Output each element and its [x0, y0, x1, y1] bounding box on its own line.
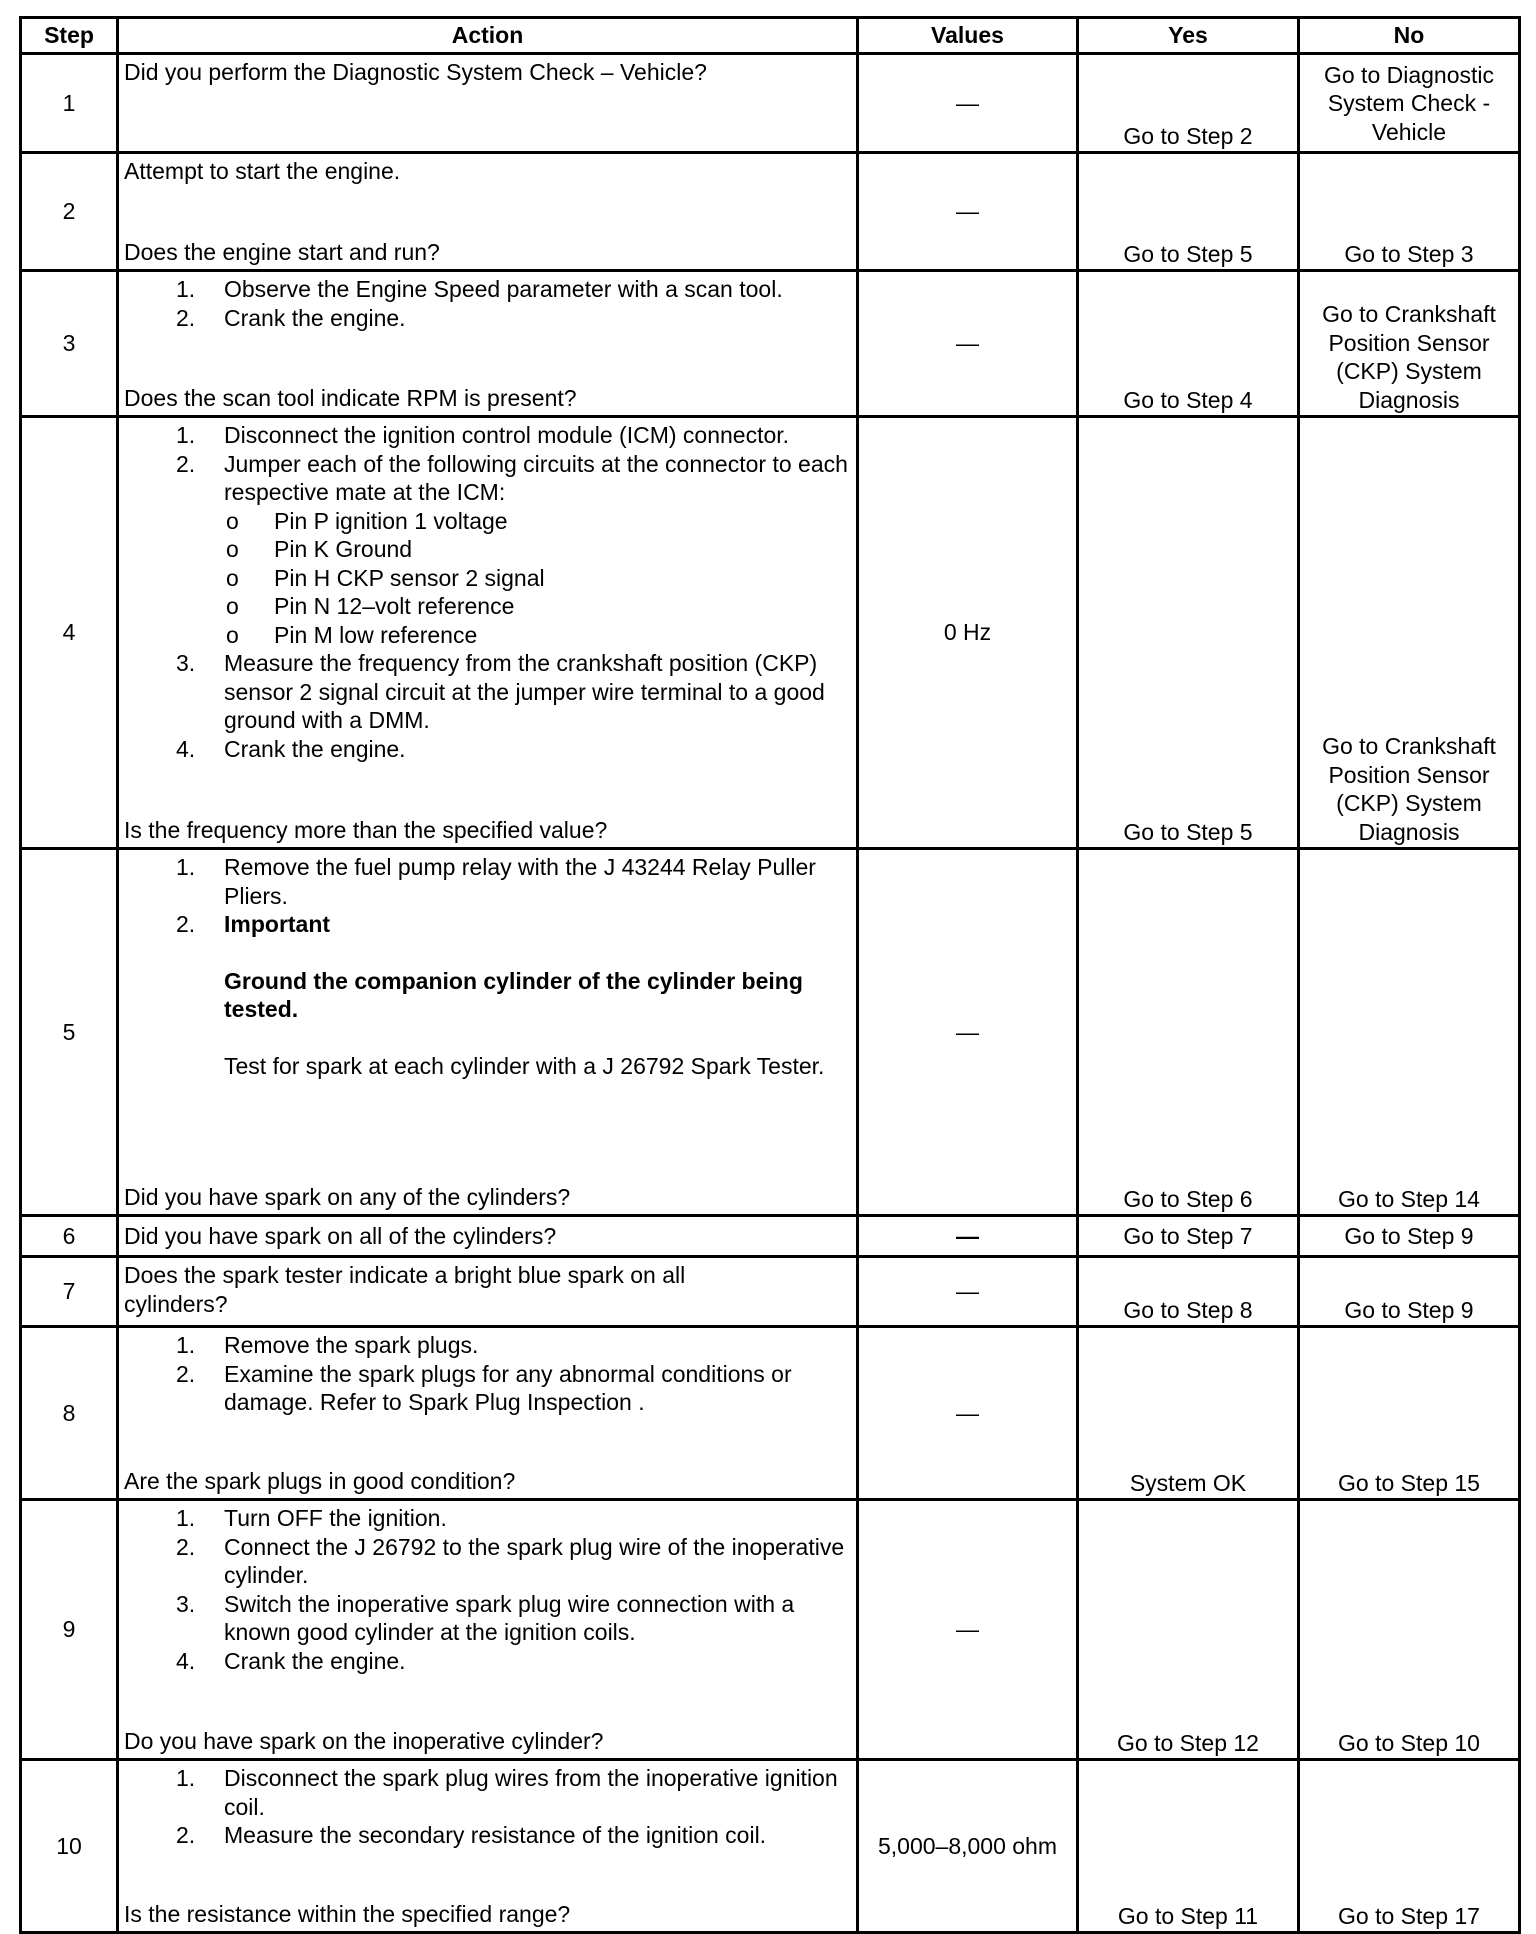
action-content [124, 853, 851, 1211]
no-cell: Go to Step 17 [1299, 1760, 1520, 1933]
step-text: Measure the secondary resistance of the ignition coil. [224, 1822, 767, 1848]
table-row [21, 1327, 1520, 1500]
step-number: 10 [21, 1760, 118, 1933]
list-item: 2. Jumper each of the following circuits at the connector to each respective mate at the ICM: o Pin P ignition 1 voltage o Pin K Ground o Pin H CKP sensor 2 signal o Pin N 12–volt reference o Pin M low reference [124, 450, 851, 650]
values-cell: — [858, 1257, 1078, 1327]
step-text: Switch the inoperative spark plug wire connection with a known good cylinder at the ignition coils. [224, 1590, 795, 1645]
values-cell: — [858, 54, 1078, 153]
action-content [124, 1504, 851, 1755]
no-cell: Go to Step 15 [1299, 1327, 1520, 1500]
action-cell [118, 849, 858, 1216]
step-text: Observe the Engine Speed parameter with a scan tool. [224, 276, 783, 302]
values-cell: — [858, 1500, 1078, 1760]
action-question: Did you have spark on any of the cylinders? [124, 1183, 571, 1210]
action-content [124, 1331, 851, 1495]
no-cell: Go to Step 9 [1299, 1216, 1520, 1257]
action-question: Is the frequency more than the specified value? [124, 816, 608, 843]
pin-item: o Pin P ignition 1 voltage [226, 507, 508, 534]
list-item: 1. Turn OFF the ignition. [176, 1505, 447, 1531]
list-item: 3. Switch the inoperative spark plug wire connection with a known good cylinder at the ignition coils. [176, 1590, 795, 1645]
step-text: Examine the spark plugs for any abnormal conditions or damage. Refer to Spark Plug Inspection . [224, 1360, 792, 1415]
step-text: Measure the frequency from the crankshaft position (CKP) sensor 2 signal circuit at the jumper wire terminal to a good ground with a DMM. [224, 650, 825, 733]
list-item: 4. Crank the engine. [176, 735, 406, 762]
step-number: 3 [21, 271, 118, 417]
list-item: 3. Measure the frequency from the crankshaft position (CKP) sensor 2 signal circuit at the jumper wire terminal to a good ground with a DMM. [176, 650, 825, 733]
values-cell: — [858, 1216, 1078, 1257]
action-content [124, 157, 851, 266]
yes-cell: Go to Step 8 [1078, 1257, 1299, 1327]
action-steps [124, 1764, 851, 1850]
action-cell [118, 1257, 858, 1327]
no-cell: Go to Crankshaft Position Sensor (CKP) System Diagnosis [1299, 417, 1520, 849]
action-cell [118, 153, 858, 271]
step-text: Remove the spark plugs. [224, 1332, 479, 1358]
no-cell: Go to Step 14 [1299, 849, 1520, 1216]
yes-cell: Go to Step 4 [1078, 271, 1299, 417]
values-cell: — [858, 271, 1078, 417]
table-row [21, 153, 1520, 271]
yes-cell: Go to Step 5 [1078, 417, 1299, 849]
yes-cell: Go to Step 7 [1078, 1216, 1299, 1257]
step-text: Remove the fuel pump relay with the J 43244 Relay Puller Pliers. [224, 854, 816, 909]
action-cell [118, 54, 858, 153]
action-steps [124, 421, 851, 763]
action-steps [124, 1331, 851, 1417]
diagnostic-table [19, 16, 1521, 1934]
important-title: Important [224, 911, 331, 937]
step-text: Test for spark at each cylinder with a J 26792 Spark Tester. [224, 1052, 825, 1079]
step-text: Connect the J 26792 to the spark plug wire of the inoperative cylinder. [224, 1533, 845, 1588]
step-text: Disconnect the ignition control module (ICM) connector. [224, 422, 790, 448]
action-question: Is the resistance within the specified range? [124, 1900, 571, 1927]
header-action: Action [118, 18, 858, 54]
action-cell [118, 417, 858, 849]
values-cell: — [858, 1327, 1078, 1500]
yes-cell: System OK [1078, 1327, 1299, 1500]
action-intro: Attempt to start the engine. [124, 158, 401, 184]
table-row [21, 271, 1520, 417]
table-row [21, 1216, 1520, 1257]
values-cell: 5,000–8,000 ohm [858, 1760, 1078, 1933]
step-number: 1 [21, 54, 118, 153]
step-number: 4 [21, 417, 118, 849]
action-cell [118, 1760, 858, 1933]
list-item: 2. Crank the engine. [176, 304, 406, 331]
yes-cell: Go to Step 12 [1078, 1500, 1299, 1760]
list-item: 2. Examine the spark plugs for any abnormal conditions or damage. Refer to Spark Plug Inspection . [176, 1360, 792, 1415]
header-step: Step [21, 18, 118, 54]
important-note: Ground the companion cylinder of the cylinder being tested. [224, 967, 803, 1022]
step-number: 8 [21, 1327, 118, 1500]
values-cell: 0 Hz [858, 417, 1078, 849]
header-no: No [1299, 18, 1520, 54]
header-yes: Yes [1078, 18, 1299, 54]
action-cell [118, 1216, 858, 1257]
step-number: 5 [21, 849, 118, 1216]
no-cell: Go to Diagnostic System Check - Vehicle [1299, 54, 1520, 153]
header-row [21, 18, 1520, 54]
yes-cell: Go to Step 5 [1078, 153, 1299, 271]
list-item: 1. Observe the Engine Speed parameter with a scan tool. [176, 276, 783, 302]
action-question: Does the engine start and run? [124, 238, 440, 265]
step-text: Disconnect the spark plug wires from the inoperative ignition coil. [224, 1765, 838, 1820]
step-text: Jumper each of the following circuits at the connector to each respective mate at the ICM: [224, 450, 848, 505]
list-item: 1. Remove the spark plugs. [176, 1332, 479, 1358]
list-item: 1. Disconnect the spark plug wires from the inoperative ignition coil. [176, 1765, 838, 1820]
no-cell: Go to Step 3 [1299, 153, 1520, 271]
action-content [124, 1764, 851, 1928]
step-text: Crank the engine. [224, 735, 406, 762]
list-item: 2. Connect the J 26792 to the spark plug wire of the inoperative cylinder. [176, 1533, 845, 1588]
values-cell: — [858, 153, 1078, 271]
no-cell: Go to Crankshaft Position Sensor (CKP) System Diagnosis [1299, 271, 1520, 417]
table-row [21, 54, 1520, 153]
yes-cell: Go to Step 2 [1078, 54, 1299, 153]
action-text: Did you perform the Diagnostic System Check – Vehicle? [124, 59, 707, 85]
action-question: Does the scan tool indicate RPM is present? [124, 384, 577, 411]
list-item: 1. Disconnect the ignition control module (ICM) connector. [176, 422, 790, 448]
table-row [21, 417, 1520, 849]
list-item: 2. Measure the secondary resistance of the ignition coil. [176, 1822, 767, 1848]
action-cell [118, 1500, 858, 1760]
no-cell: Go to Step 10 [1299, 1500, 1520, 1760]
action-steps [124, 853, 851, 1080]
step-text: Turn OFF the ignition. [224, 1505, 447, 1531]
list-item: 2. Important Ground the companion cylinder of the cylinder being tested. Test for spark at each cylinder with a J 26792 Spark Tester. [124, 910, 851, 1080]
pin-list [174, 507, 851, 650]
step-number: 7 [21, 1257, 118, 1327]
action-text: Did you have spark on all of the cylinders? [124, 1222, 557, 1249]
action-steps [124, 1504, 851, 1675]
header-values: Values [858, 18, 1078, 54]
table-row [21, 1760, 1520, 1933]
list-item: 4. Crank the engine. [176, 1647, 406, 1674]
step-number: 6 [21, 1216, 118, 1257]
pin-item: o Pin N 12–volt reference [226, 593, 515, 619]
list-item: 1. Remove the fuel pump relay with the J 43244 Relay Puller Pliers. [176, 854, 816, 909]
pin-item: o Pin M low reference [226, 621, 478, 648]
action-steps [124, 275, 851, 332]
yes-cell: Go to Step 11 [1078, 1760, 1299, 1933]
diagnostic-table-page [19, 16, 1518, 1934]
action-cell [118, 1327, 858, 1500]
pin-item: o Pin K Ground [226, 536, 413, 562]
action-question: Are the spark plugs in good condition? [124, 1467, 516, 1494]
pin-item: o Pin H CKP sensor 2 signal [226, 564, 545, 591]
table-row [21, 1257, 1520, 1327]
action-text: Does the spark tester indicate a bright blue spark on all cylinders? [124, 1262, 686, 1317]
step-number: 9 [21, 1500, 118, 1760]
table-row [21, 1500, 1520, 1760]
step-text: Crank the engine. [224, 1647, 406, 1674]
values-cell: — [858, 849, 1078, 1216]
step-text: Crank the engine. [224, 304, 406, 331]
action-content [124, 275, 851, 412]
action-question: Do you have spark on the inoperative cylinder? [124, 1727, 604, 1754]
action-cell [118, 271, 858, 417]
no-cell: Go to Step 9 [1299, 1257, 1520, 1327]
table-row [21, 849, 1520, 1216]
yes-cell: Go to Step 6 [1078, 849, 1299, 1216]
action-content [124, 421, 851, 844]
step-number: 2 [21, 153, 118, 271]
